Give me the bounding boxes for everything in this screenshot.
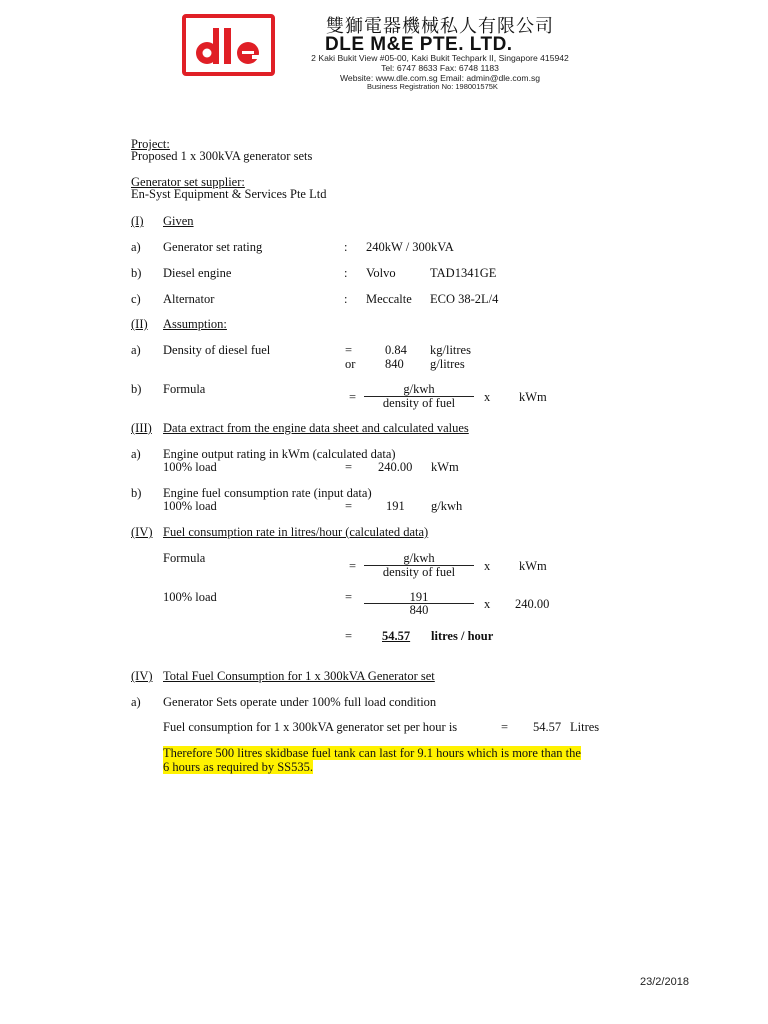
- company-web: Website: www.dle.com.sg Email: admin@dle.com.sg: [339, 73, 541, 83]
- row-letter: a): [131, 240, 141, 254]
- fraction-denominator: density of fuel: [382, 565, 456, 579]
- project-value: Proposed 1 x 300kVA generator sets: [131, 149, 313, 163]
- dle-logo-icon: [186, 18, 271, 72]
- result-value: 54.57: [382, 629, 411, 643]
- row-value-model: TAD1341GE: [430, 266, 497, 280]
- row-value: Meccalte: [366, 292, 412, 306]
- row-colon: :: [344, 240, 348, 254]
- per-hour-unit: Litres: [570, 720, 600, 734]
- fraction-denominator: density of fuel: [382, 396, 456, 410]
- conclusion-line-1: [163, 746, 581, 760]
- fraction-denominator: 840: [409, 603, 429, 617]
- section-extract-title: Data extract from the engine data sheet and calculated values: [163, 421, 469, 435]
- fraction-numerator: g/kwh: [403, 551, 435, 565]
- load-label: 100% load: [163, 460, 217, 474]
- document-date: 23/2/2018: [640, 976, 689, 988]
- equals-sign: =: [345, 460, 353, 474]
- density-kg-value: 0.84: [385, 343, 407, 357]
- section-given-number: (I): [131, 214, 144, 228]
- row-label: Engine output rating in kWm (calculated data): [163, 447, 396, 461]
- row-label: Density of diesel fuel: [163, 343, 271, 357]
- row-colon: :: [344, 292, 348, 306]
- conclusion-line-2: [163, 760, 313, 774]
- fuel-unit: g/kwh: [431, 499, 463, 513]
- row-letter: c): [131, 292, 141, 306]
- row-letter: a): [131, 447, 141, 461]
- row-label: Engine fuel consumption rate (input data): [163, 486, 372, 500]
- row-label: Fuel consumption for 1 x 300kVA generator set per hour is: [163, 720, 458, 734]
- row-label: 100% load: [163, 590, 217, 604]
- row-label: Formula: [163, 382, 206, 396]
- company-name: DLE M&E PTE. LTD.: [325, 34, 513, 55]
- supplier-label: Generator set supplier:: [131, 175, 245, 189]
- row-label: Alternator: [163, 292, 215, 306]
- equals-sign: =: [349, 390, 357, 404]
- fraction-numerator: g/kwh: [403, 382, 435, 396]
- row-value: 240kW / 300kVA: [366, 240, 454, 254]
- company-chinese-name: 雙獅電器機械私人有限公司: [326, 16, 554, 37]
- density-g-unit: g/litres: [430, 357, 465, 371]
- or-label: or: [345, 357, 356, 371]
- load-value: 240.00: [515, 597, 550, 611]
- row-value: Volvo: [366, 266, 396, 280]
- load-label: 100% load: [163, 499, 217, 513]
- row-value-model: ECO 38-2L/4: [430, 292, 499, 306]
- section-given-title: Given: [163, 214, 194, 228]
- project-label: Project:: [131, 137, 170, 151]
- section-total-number: (IV): [131, 669, 153, 683]
- business-registration: Business Registration No: 198001575K: [367, 82, 498, 91]
- multiply-sign: x: [484, 597, 491, 611]
- section-rate-number: (IV): [131, 525, 153, 539]
- output-value: 240.00: [378, 460, 413, 474]
- multiply-sign: x: [484, 390, 491, 404]
- equals-sign: =: [345, 590, 353, 604]
- fraction-numerator: 191: [409, 590, 429, 604]
- equals-sign: =: [345, 499, 353, 513]
- formula-unit: kWm: [519, 390, 547, 404]
- equals-sign: =: [349, 559, 357, 573]
- result-unit: litres / hour: [431, 629, 494, 643]
- row-label: Diesel engine: [163, 266, 232, 280]
- highlighted-text: 6 hours as required by SS535.: [163, 760, 313, 774]
- row-letter: b): [131, 266, 142, 280]
- row-letter: b): [131, 486, 142, 500]
- section-total-title: Total Fuel Consumption for 1 x 300kVA Generator set: [163, 669, 435, 683]
- company-logo: [182, 14, 275, 76]
- row-label: Formula: [163, 551, 206, 565]
- equals-sign: =: [345, 343, 353, 357]
- full-load-condition: Generator Sets operate under 100% full load condition: [163, 695, 437, 709]
- equals-sign: =: [345, 629, 353, 643]
- row-letter: a): [131, 695, 141, 709]
- company-contact: Tel: 6747 8633 Fax: 6748 1183: [381, 63, 499, 73]
- section-assumption-number: (II): [131, 317, 148, 331]
- highlighted-text: Therefore 500 litres skidbase fuel tank can last for 9.1 hours which is more than the: [163, 746, 581, 760]
- multiply-sign: x: [484, 559, 491, 573]
- row-letter: a): [131, 343, 141, 357]
- section-rate-title: Fuel consumption rate in litres/hour (calculated data): [163, 525, 429, 539]
- section-assumption-title: Assumption:: [163, 317, 227, 331]
- formula-unit: kWm: [519, 559, 547, 573]
- density-g-value: 840: [385, 357, 404, 371]
- per-hour-value: 54.57: [533, 720, 562, 734]
- equals-sign: =: [501, 720, 509, 734]
- output-unit: kWm: [431, 460, 459, 474]
- company-address: 2 Kaki Bukit View #05-00, Kaki Bukit Techpark II, Singapore 415942: [311, 53, 569, 63]
- row-letter: b): [131, 382, 142, 396]
- supplier-value: En-Syst Equipment & Services Pte Ltd: [131, 187, 327, 201]
- row-label: Generator set rating: [163, 240, 263, 254]
- density-kg-unit: kg/litres: [430, 343, 471, 357]
- section-extract-number: (III): [131, 421, 152, 435]
- fuel-value: 191: [386, 499, 405, 513]
- row-colon: :: [344, 266, 348, 280]
